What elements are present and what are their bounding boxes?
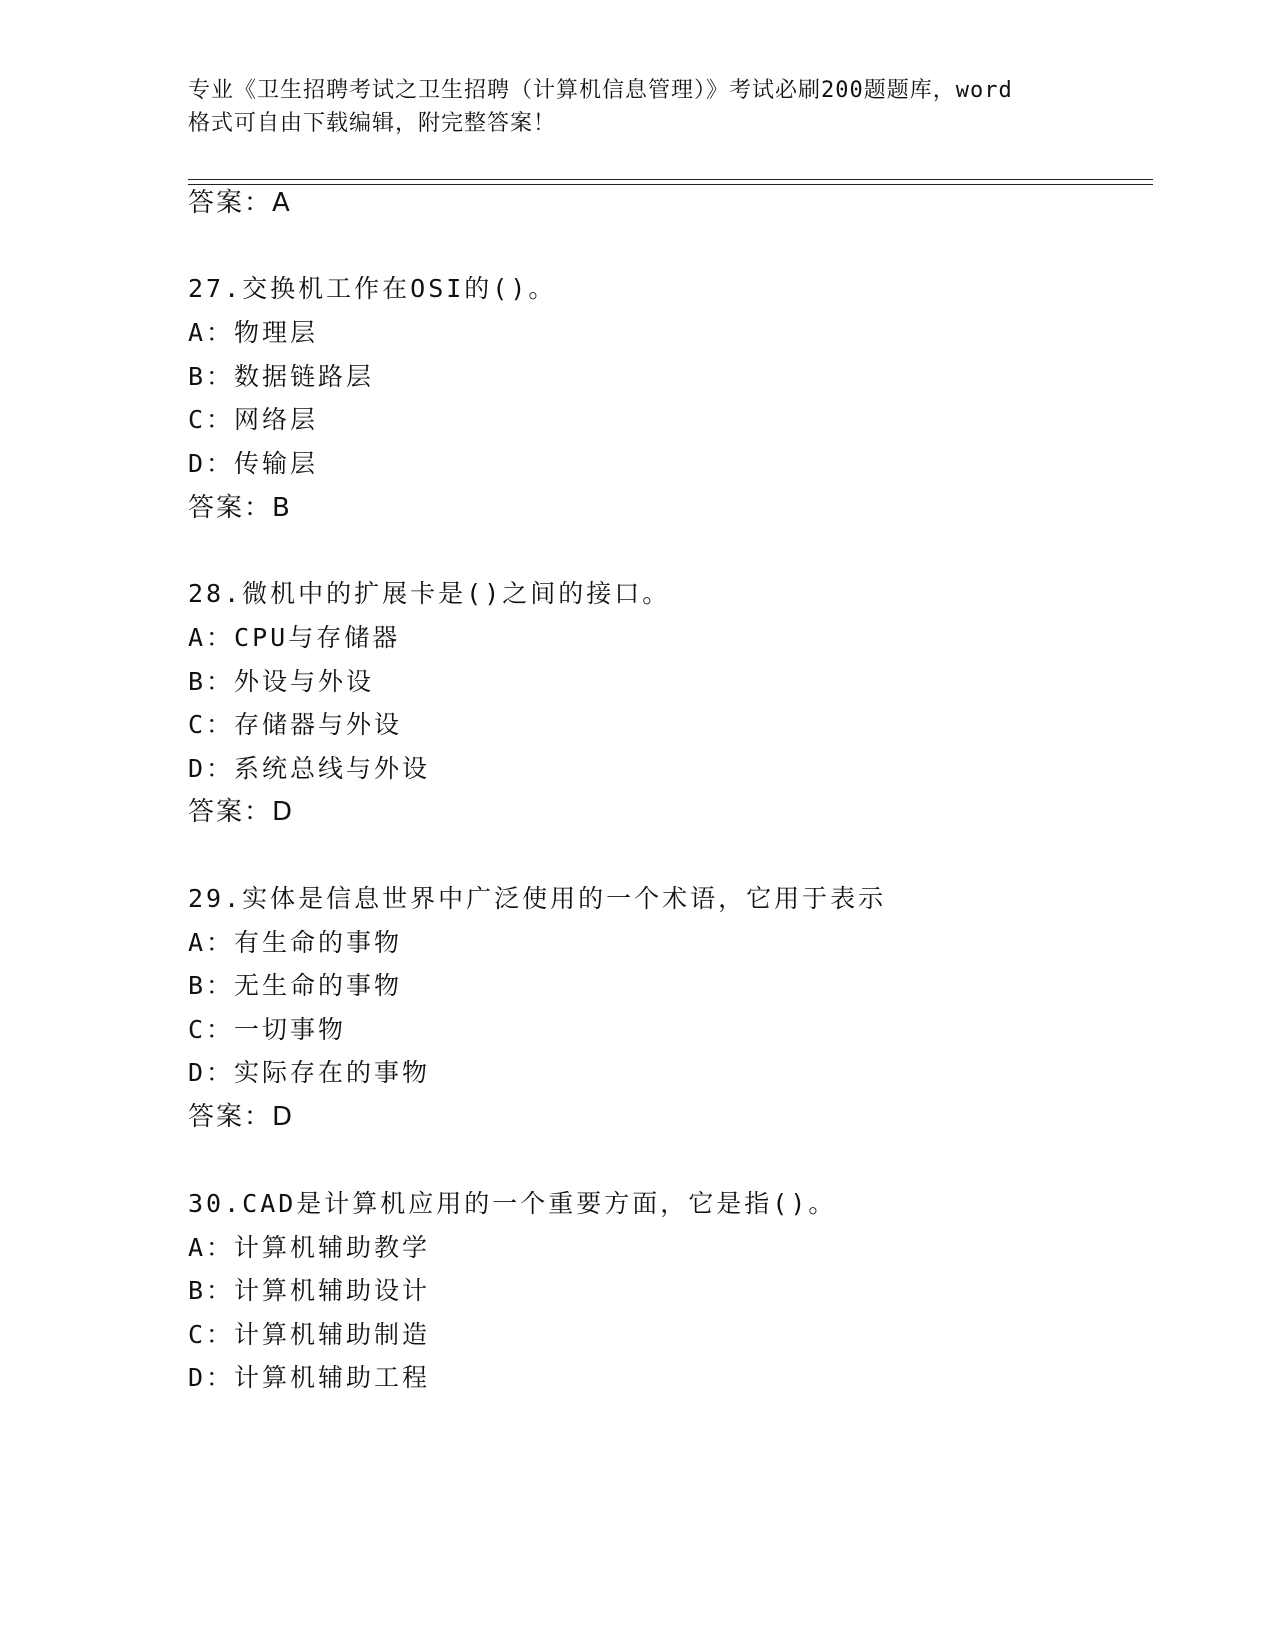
- question-29-option-b: B：无生命的事物: [188, 971, 403, 1000]
- question-29-stem: 29.实体是信息世界中广泛使用的一个术语，它用于表示: [188, 884, 887, 913]
- header-divider-top: [188, 179, 1153, 180]
- question-30-option-b: B：计算机辅助设计: [188, 1276, 431, 1305]
- question-29-option-d: D：实际存在的事物: [188, 1058, 431, 1087]
- question-28-option-c: C：存储器与外设: [188, 710, 403, 739]
- question-28-option-b: B：外设与外设: [188, 667, 375, 696]
- question-28-answer: 答案：D: [188, 797, 295, 827]
- document-header: [188, 74, 1088, 140]
- question-27-option-a: A：物理层: [188, 318, 319, 347]
- question-27-option-b: B：数据链路层: [188, 362, 375, 391]
- question-27-answer: 答案：B: [188, 493, 292, 523]
- header-divider-bottom: [188, 184, 1153, 185]
- question-28-option-d: D：系统总线与外设: [188, 754, 431, 783]
- question-30-stem: 30.CAD是计算机应用的一个重要方面，它是指()。: [188, 1189, 837, 1218]
- answer-line: 答案：A: [188, 188, 292, 218]
- question-30-option-a: A：计算机辅助教学: [188, 1233, 431, 1262]
- question-27-option-c: C：网络层: [188, 405, 319, 434]
- question-29-option-c: C：一切事物: [188, 1015, 347, 1044]
- question-27-stem: 27.交换机工作在OSI的()。: [188, 274, 557, 303]
- header-line-2: 格式可自由下载编辑，附完整答案！: [188, 111, 557, 136]
- question-29-option-a: A：有生命的事物: [188, 928, 403, 957]
- question-28-stem: 28.微机中的扩展卡是()之间的接口。: [188, 579, 671, 608]
- question-30-option-d: D：计算机辅助工程: [188, 1363, 431, 1392]
- header-line-1: 专业《卫生招聘考试之卫生招聘（计算机信息管理）》考试必刷200题题库，word: [188, 78, 1013, 103]
- question-29-answer: 答案：D: [188, 1102, 295, 1132]
- question-27-option-d: D：传输层: [188, 449, 319, 478]
- question-30-option-c: C：计算机辅助制造: [188, 1320, 431, 1349]
- question-28-option-a: A：CPU与存储器: [188, 623, 401, 652]
